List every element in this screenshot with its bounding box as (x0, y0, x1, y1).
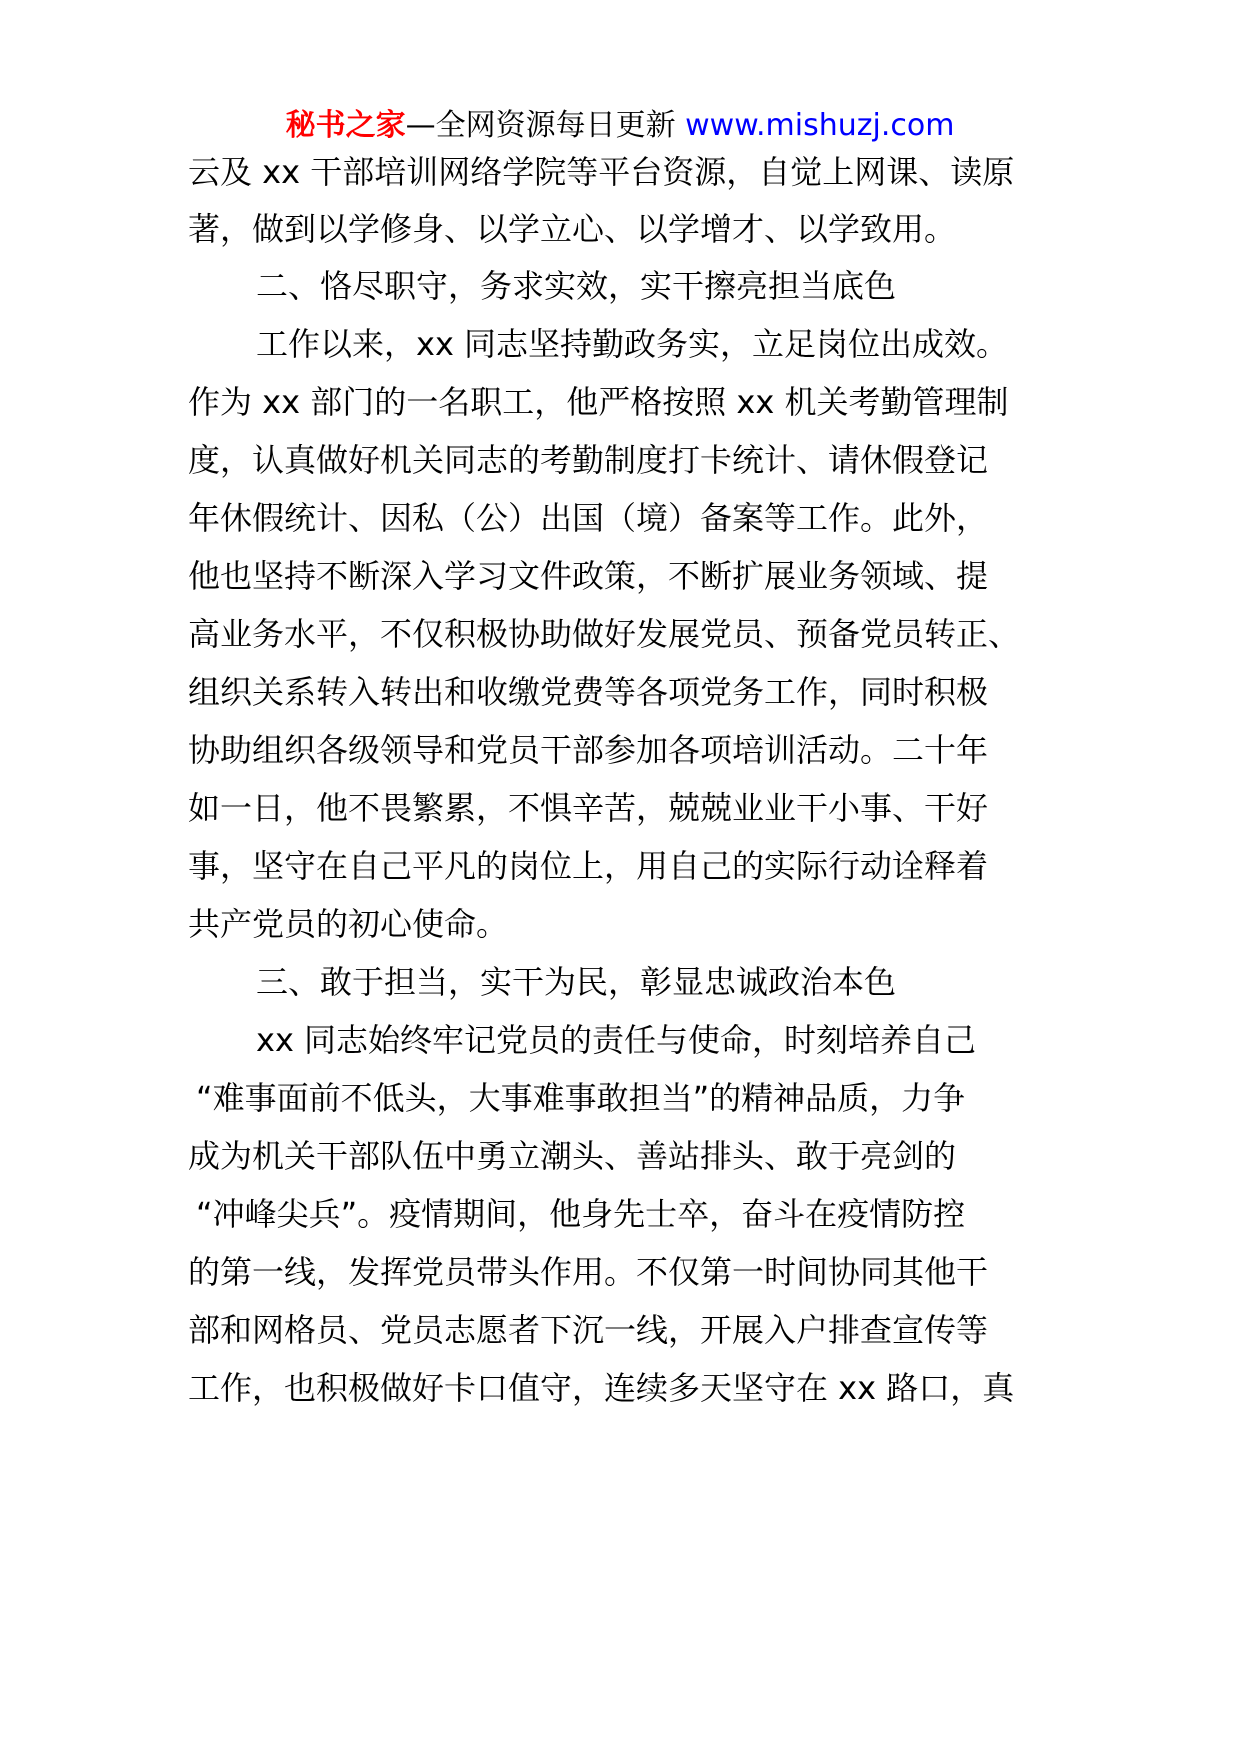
body-line: 成为机关干部队伍中勇立潮头、善站排头、敢于亮剑的 (188, 1137, 957, 1175)
body-line: 著，做到以学修身、以学立心、以学增才、以学致用。 (188, 210, 957, 248)
body-line: 部和网格员、党员志愿者下沉一线，开展入户排查宣传等 (188, 1311, 989, 1349)
body-line: 事，坚守在自己平凡的岗位上，用自己的实际行动诠释着 (188, 847, 989, 885)
body-line: xx 同志始终牢记党员的责任与使命，时刻培养自己 (256, 1021, 977, 1059)
body-line: 的第一线，发挥党员带头作用。不仅第一时间协同其他干 (188, 1253, 989, 1291)
header-slogan: —全网资源每日更新 (405, 108, 676, 143)
section-heading: 三、敢于担当，实干为民，彰显忠诚政治本色 (256, 963, 897, 1001)
page-header (0, 104, 1240, 148)
body-line: 度，认真做好机关同志的考勤制度打卡统计、请休假登记 (188, 441, 989, 479)
section-heading: 二、恪尽职守，务求实效，实干擦亮担当底色 (256, 267, 897, 305)
body-line: 他也坚持不断深入学习文件政策，不断扩展业务领域、提 (188, 557, 989, 595)
body-line: 云及 xx 干部培训网络学院等平台资源，自觉上网课、读原 (188, 153, 1015, 191)
site-url-link[interactable]: www.mishuzj.com (685, 108, 955, 143)
body-line: 共产党员的初心使命。 (188, 905, 509, 943)
body-line: “冲峰尖兵”。疫情期间，他身先士卒，奋斗在疫情防控 (196, 1195, 966, 1233)
brand-name: 秘书之家 (285, 108, 406, 143)
body-line: 协助组织各级领导和党员干部参加各项培训活动。二十年 (188, 731, 989, 769)
body-line: 年休假统计、因私（公）出国（境）备案等工作。此外， (188, 499, 989, 537)
body-line: “难事面前不低头，大事难事敢担当”的精神品质，力争 (196, 1079, 966, 1117)
body-line: 如一日，他不畏繁累，不惧辛苦，兢兢业业干小事、干好 (188, 789, 989, 827)
body-line: 作为 xx 部门的一名职工，他严格按照 xx 机关考勤管理制 (188, 383, 1009, 421)
body-line: 组织关系转入转出和收缴党费等各项党务工作，同时积极 (188, 673, 989, 711)
body-line: 工作，也积极做好卡口值守，连续多天坚守在 xx 路口，真 (188, 1369, 1015, 1407)
body-line: 工作以来，xx 同志坚持勤政务实，立足岗位出成效。 (256, 325, 1009, 363)
body-line: 高业务水平，不仅积极协助做好发展党员、预备党员转正、 (188, 615, 1021, 653)
